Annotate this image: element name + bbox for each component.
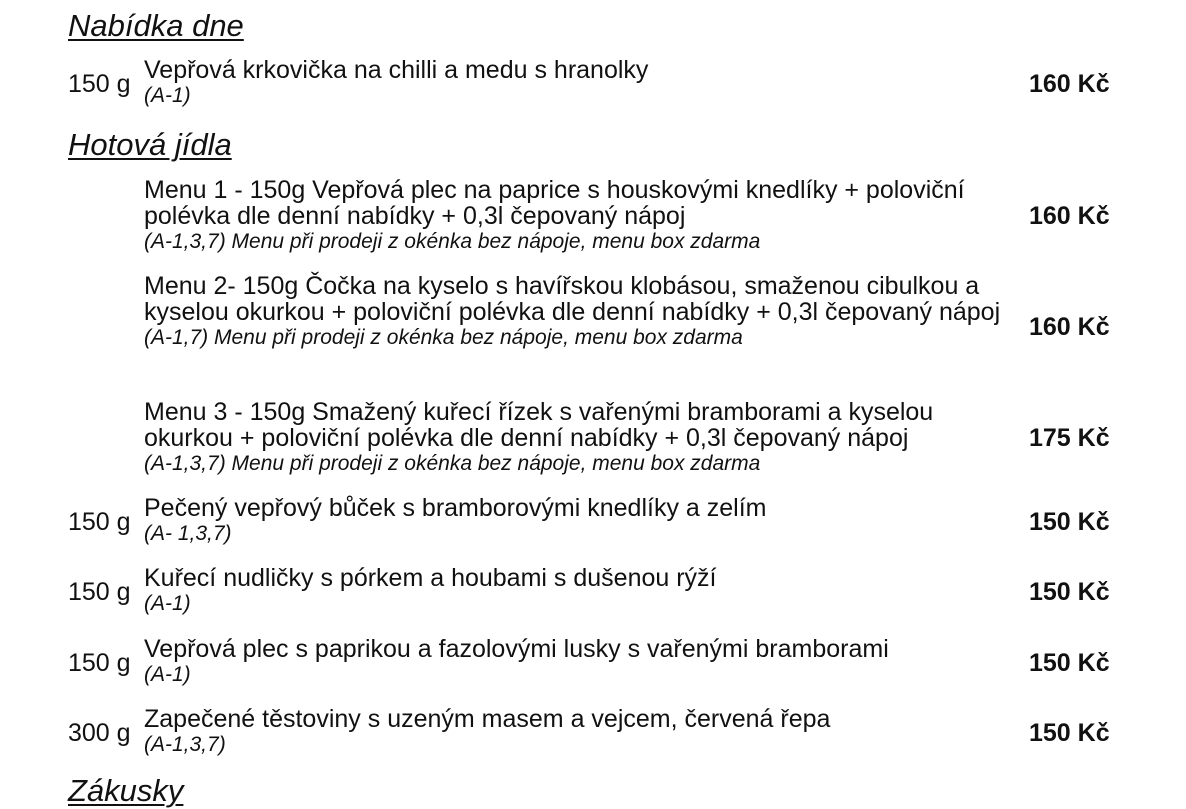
item-weight: 150 g: [68, 508, 131, 536]
section-title-desserts: Zákusky: [68, 773, 184, 808]
item-price: 160 Kč: [1029, 313, 1110, 341]
item-description: [144, 399, 1026, 477]
item-weight: 150 g: [68, 70, 131, 98]
item-allergens: (A-1,3,7) Menu při prodeji z okénka bez nápoje, menu box zdarma: [144, 452, 761, 475]
item-price: 150 Kč: [1029, 578, 1110, 606]
section-title-daily-offer: Nabídka dne: [68, 8, 244, 43]
item-description: [144, 706, 1026, 758]
item-name: Menu 2- 150g Čočka na kyselo s havířskou klobásou, smaženou cibulkou a kyselou okurkou + poloviční polévka dle denní nabídky + 0,3l čepovaný nápoj: [144, 272, 1001, 326]
item-weight: 300 g: [68, 719, 131, 747]
item-name: Menu 3 - 150g Smažený kuřecí řízek s vařenými bramborami a kyselou okurkou + poloviční polévka dle denní nabídky + 0,3l čepovaný nápoj: [144, 398, 934, 452]
item-price: 160 Kč: [1029, 202, 1110, 230]
item-name: Zapečené těstoviny s uzeným masem a vejcem, červená řepa: [144, 705, 831, 733]
item-allergens: (A- 1,3,7): [144, 522, 232, 545]
item-name: Vepřová plec s paprikou a fazolovými lusky s vařenými bramborami: [144, 635, 889, 663]
item-name: Kuřecí nudličky s pórkem a houbami s dušenou rýží: [144, 564, 717, 592]
item-price: 150 Kč: [1029, 719, 1110, 747]
item-price: 150 Kč: [1029, 508, 1110, 536]
item-price: 160 Kč: [1029, 70, 1110, 98]
item-weight: 150 g: [68, 649, 131, 677]
item-description: [144, 273, 1026, 351]
item-description: [144, 177, 1026, 255]
item-price: 175 Kč: [1029, 424, 1110, 452]
item-description: [144, 565, 1026, 617]
item-name: Vepřová krkovička na chilli a medu s hranolky: [144, 56, 649, 84]
item-description: [144, 495, 1026, 547]
item-allergens: (A-1,7) Menu při prodeji z okénka bez nápoje, menu box zdarma: [144, 326, 743, 349]
item-name: Pečený vepřový bůček s bramborovými knedlíky a zelím: [144, 494, 767, 522]
item-description: [144, 636, 1026, 688]
item-allergens: (A-1,3,7): [144, 733, 226, 756]
item-weight: 150 g: [68, 578, 131, 606]
item-allergens: (A-1,3,7) Menu při prodeji z okénka bez nápoje, menu box zdarma: [144, 230, 761, 253]
item-allergens: (A-1): [144, 592, 191, 615]
item-allergens: (A-1): [144, 84, 191, 107]
item-allergens: (A-1): [144, 663, 191, 686]
item-price: 150 Kč: [1029, 649, 1110, 677]
item-description: [144, 57, 1026, 109]
section-title-ready-meals: Hotová jídla: [68, 127, 232, 162]
item-name: Menu 1 - 150g Vepřová plec na paprice s houskovými knedlíky + poloviční polévka dle denní nabídky + 0,3l čepovaný nápoj: [144, 176, 965, 230]
